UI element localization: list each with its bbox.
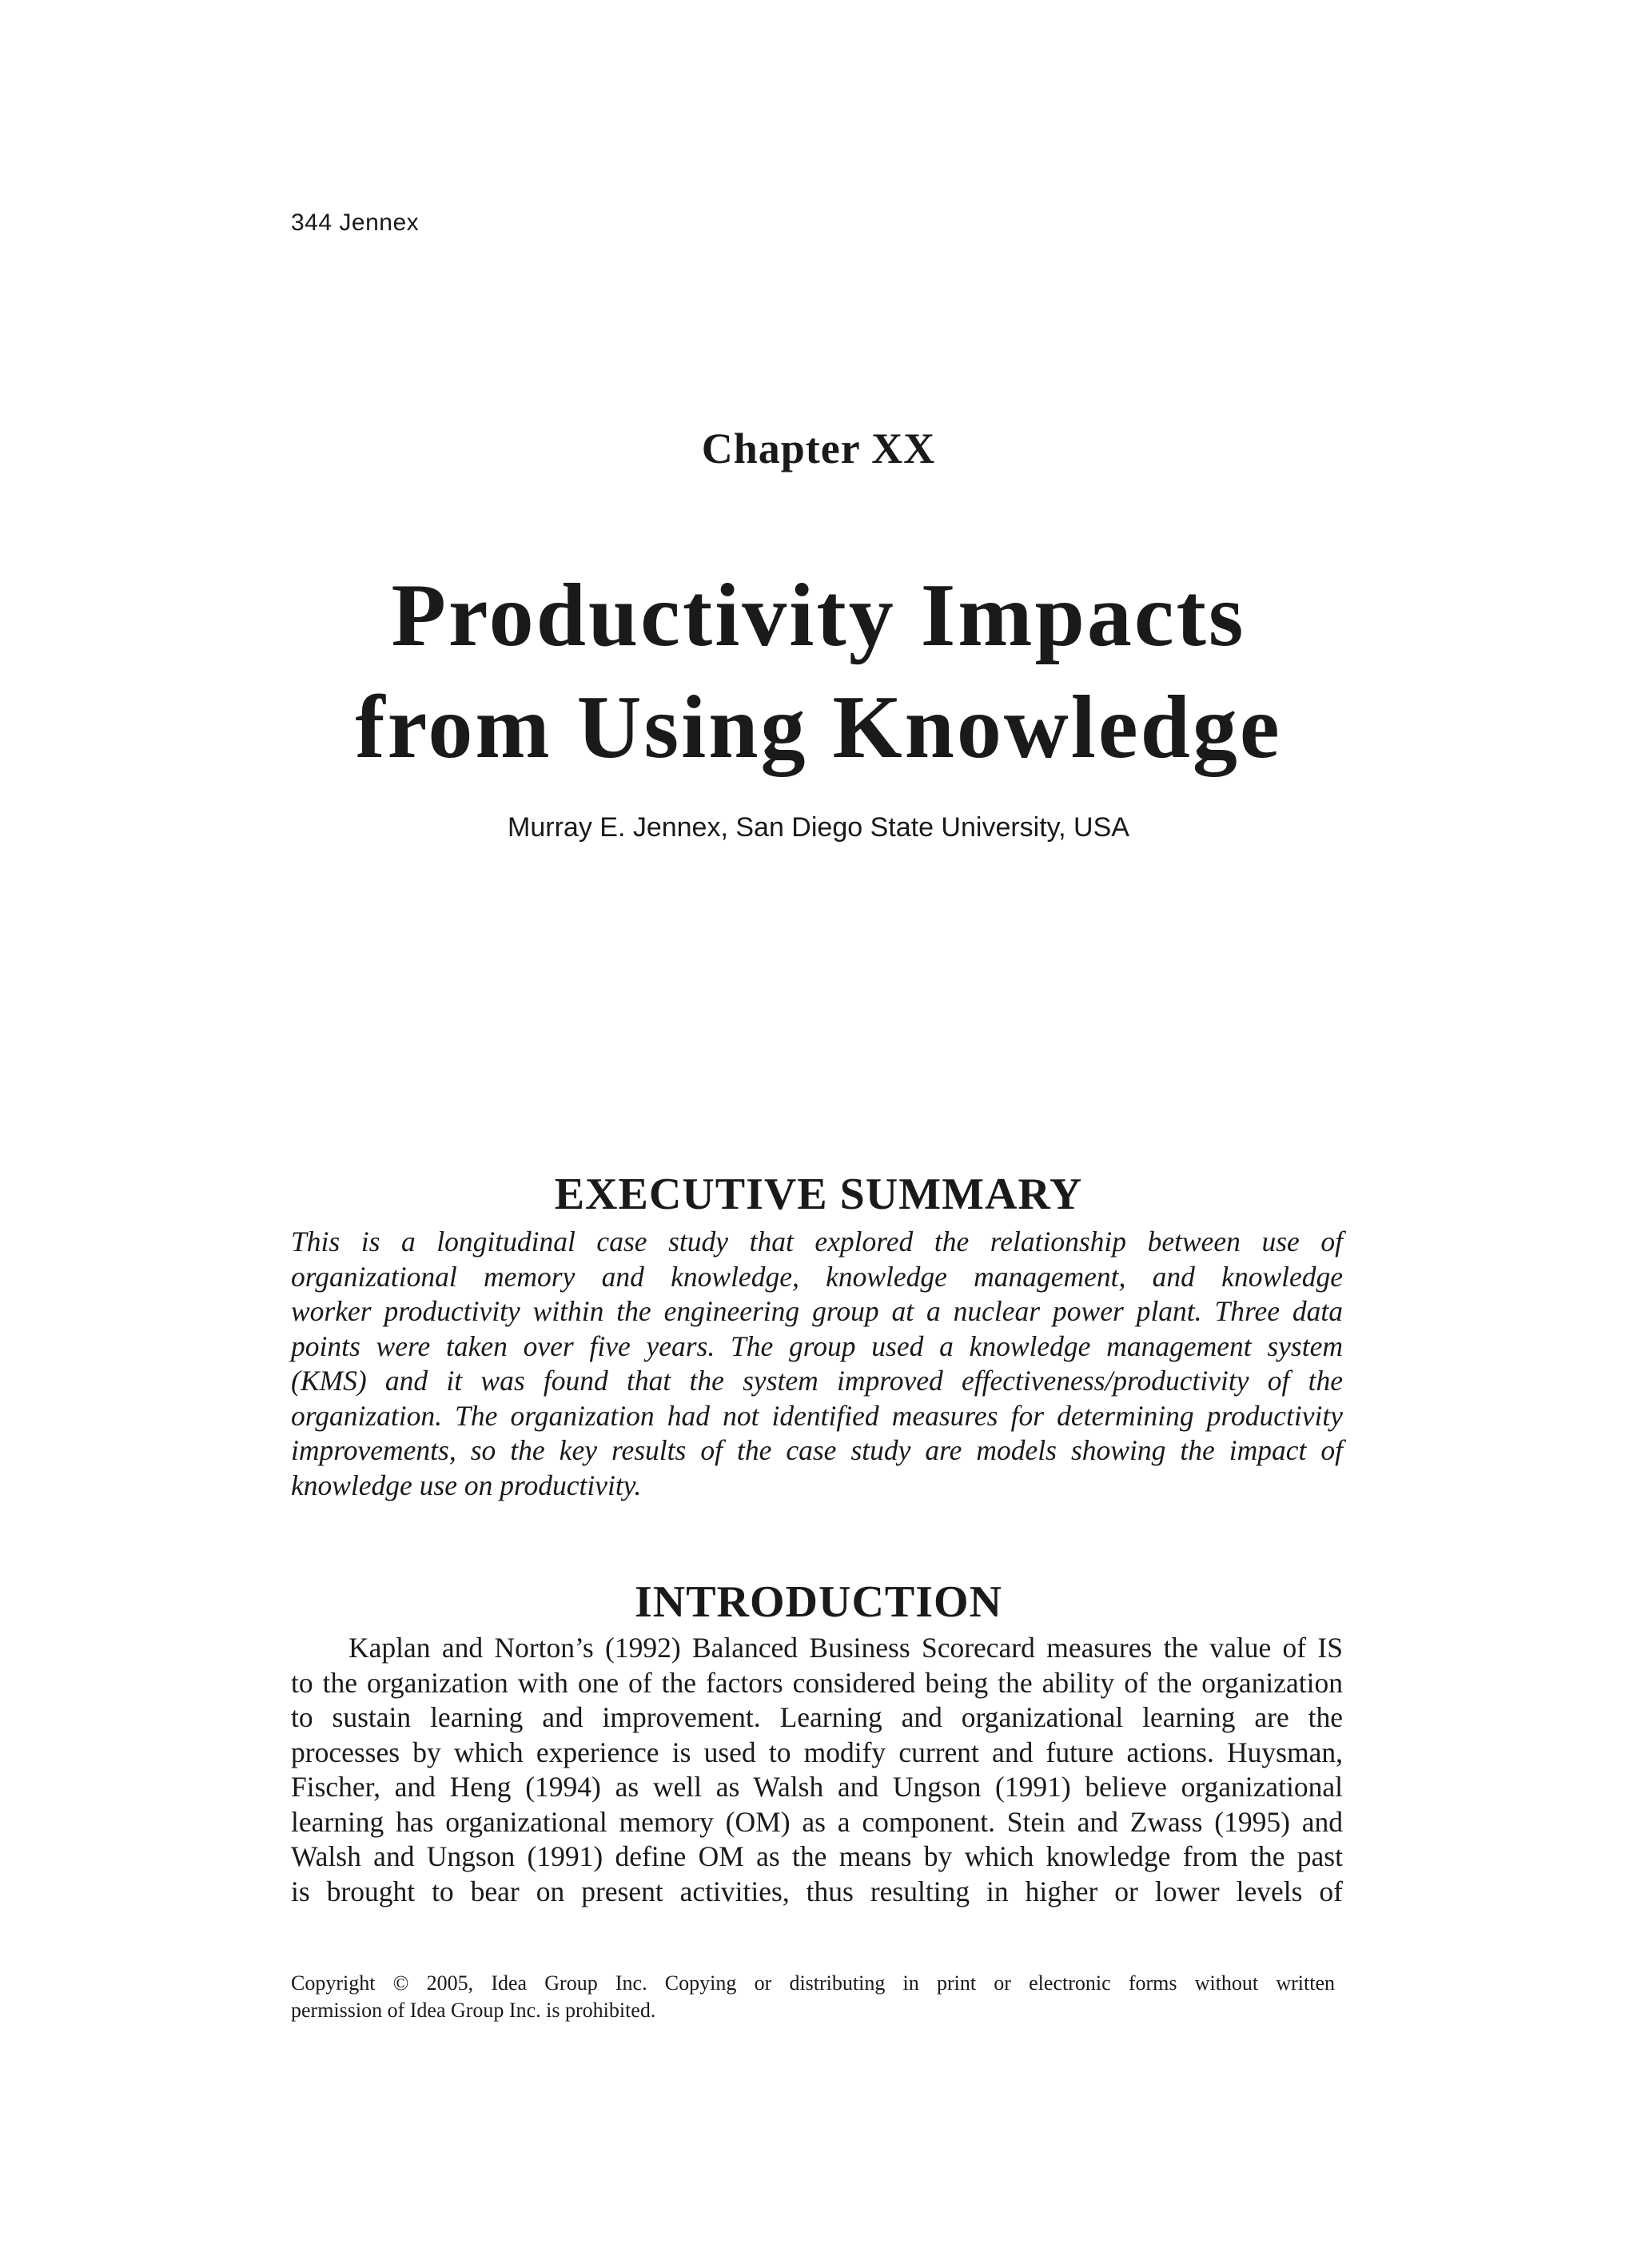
- intro-line: learning has organizational memory (OM) as a component. Stein and Zwass (1995) and: [291, 1805, 1343, 1838]
- executive-summary-heading: EXECUTIVE SUMMARY: [554, 1170, 1083, 1219]
- summary-line: organizational memory and knowledge, knowledge management, and knowledge: [291, 1260, 1343, 1293]
- summary-line: organization. The organization had not identified measures for determining productivity: [291, 1399, 1343, 1432]
- intro-line: Walsh and Ungson (1991) define OM as the means by which knowledge from the past: [291, 1840, 1343, 1872]
- introduction-heading: INTRODUCTION: [634, 1577, 1003, 1627]
- summary-line: improvements, so the key results of the case study are models showing the impact of: [291, 1434, 1343, 1466]
- intro-line: processes by which experience is used to modify current and future actions. Huysman,: [291, 1736, 1343, 1768]
- chapter-title-line: Productivity Impacts: [391, 566, 1246, 665]
- chapter-title-line: from Using Knowledge: [355, 678, 1282, 777]
- summary-line: points were taken over five years. The group used a knowledge management system: [291, 1329, 1343, 1362]
- introduction-body: [291, 1631, 1343, 1909]
- chapter-title: [0, 560, 1637, 783]
- author-affiliation: Murray E. Jennex, San Diego State University, USA: [508, 812, 1129, 843]
- intro-line: to the organization with one of the factors considered being the ability of the organization: [291, 1666, 1343, 1699]
- summary-line: worker productivity within the engineering group at a nuclear power plant. Three data: [291, 1295, 1343, 1327]
- intro-line: is brought to bear on present activities, thus resulting in higher or lower levels of: [291, 1875, 1343, 1907]
- copyright-line: permission of Idea Group Inc. is prohibited.: [291, 1999, 656, 2022]
- copyright-notice: [291, 1970, 1335, 2024]
- intro-line: Kaplan and Norton’s (1992) Balanced Business Scorecard measures the value of IS: [349, 1632, 1343, 1664]
- summary-line: (KMS) and it was found that the system improved effectiveness/productivity of the: [291, 1365, 1343, 1397]
- copyright-line: Copyright © 2005, Idea Group Inc. Copying or distributing in print or electronic forms without written: [291, 1971, 1335, 1995]
- intro-line: to sustain learning and improvement. Learning and organizational learning are the: [291, 1701, 1343, 1733]
- running-head: 344 Jennex: [291, 209, 420, 236]
- executive-summary-body: [291, 1225, 1343, 1503]
- summary-line: This is a longitudinal case study that explored the relationship between use of: [291, 1226, 1343, 1258]
- summary-line: knowledge use on productivity.: [291, 1469, 642, 1501]
- chapter-label: Chapter XX: [701, 425, 936, 472]
- intro-line: Fischer, and Heng (1994) as well as Walsh and Ungson (1991) believe organizational: [291, 1771, 1343, 1803]
